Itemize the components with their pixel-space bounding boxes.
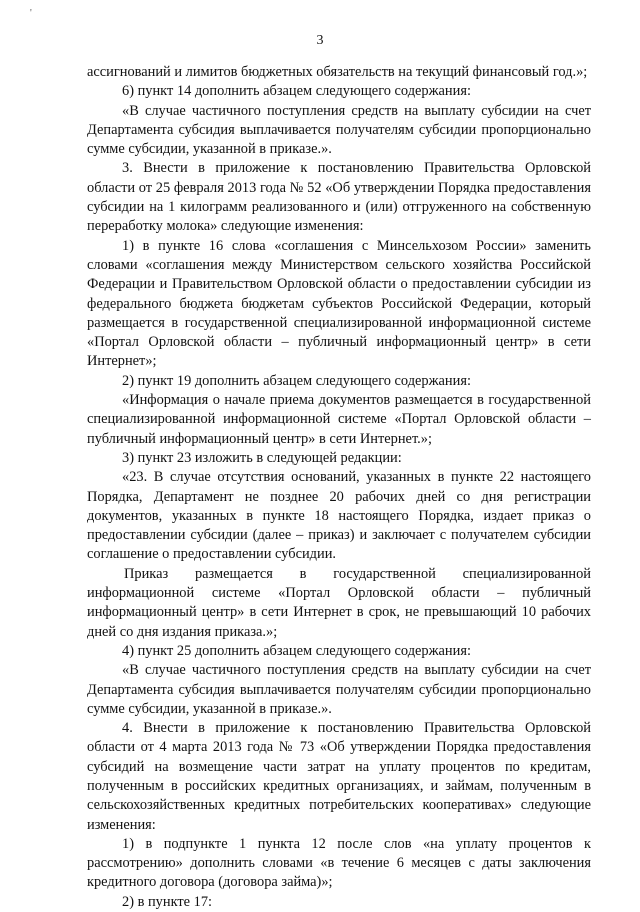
paragraph: 4) пункт 25 дополнить абзацем следующего содержания: (122, 642, 471, 659)
paragraph: Приказ размещается в государственной специализированной информационной системе «Портал Орловской области – публичный информационный центр» в сети Интернет в срок, не превышающий 10 рабочих дней со дня издания приказа.»; (87, 565, 591, 640)
paragraph: 3. Внести в приложение к постановлению Правительства Орловской области от 25 февраля 2013 года № 52 «Об утверждении Порядка предоставления субсидии на 1 килограмм реализованного и (или) отгруженного на собственную переработку молока» следующие изменения: (87, 160, 591, 235)
paragraph: ассигнований и лимитов бюджетных обязательств на текущий финансовый год.»; (87, 64, 588, 80)
paragraph: 4. Внести в приложение к постановлению Правительства Орловской области от 4 марта 2013 года № 73 «Об утверждении Порядка предоставления субсидий на возмещение части затрат на уплату процентов по кредитам, полученным в российских кредитных организациях, и займам, полученным в сельскохозяйственных кредитных потребительских кооперативах» следующие изменения: (87, 720, 591, 833)
paragraph: «23. В случае отсутствия оснований, указанных в пункте 22 настоящего Порядка, Департамент не позднее 20 рабочих дней со дня регистрации документов, указанных в пункте 18 настоящего Порядка, издает приказ о предоставлении субсидии (далее – приказ) и заключает с получателем субсидии соглашение о предоставлении субсидии. (87, 469, 591, 563)
paragraph: 2) пункт 19 дополнить абзацем следующего содержания: (122, 372, 471, 389)
paragraph: «В случае частичного поступления средств на выплату субсидии на счет Департамента субсидия выплачивается получателям субсидии пропорционально сумме субсидии, указанной в приказе.». (87, 662, 591, 717)
paragraph: «Информация о начале приема документов размещается в государственной специализированной информационной системе «Портал Орловской области – публичный информационный центр» в сети Интернет.»; (87, 392, 591, 447)
scan-corner-mark: ' (30, 8, 32, 19)
paragraph: 2) в пункте 17: (122, 893, 213, 910)
page-number: 3 (316, 33, 324, 48)
paragraph: 6) пункт 14 дополнить абзацем следующего содержания: (122, 83, 471, 100)
paragraph: 3) пункт 23 изложить в следующей редакции: (122, 449, 402, 466)
paragraph: «В случае частичного поступления средств на выплату субсидии на счет Департамента субсидия выплачивается получателям субсидии пропорционально сумме субсидии, указанной в приказе.». (87, 102, 591, 158)
paragraph: 1) в подпункте 1 пункта 12 после слов «на уплату процентов к рассмотрению» дополнить словами «в течение 6 месяцев с даты заключения кредитного договора (договора займа)»; (87, 835, 591, 891)
document-body (87, 63, 591, 912)
paragraph: 1) в пункте 16 слова «соглашения с Минсельхозом России» заменить словами «соглашения между Министерством сельского хозяйства Российской Федерации и Правительством Орловской области о предоставлении субсидии из федерального бюджета бюджетам субъектов Российской Федерации, который размещается в государственной специализированной информационной системе «Портал Орловской области – публичный информационный центр» в сети Интернет»; (87, 237, 591, 370)
